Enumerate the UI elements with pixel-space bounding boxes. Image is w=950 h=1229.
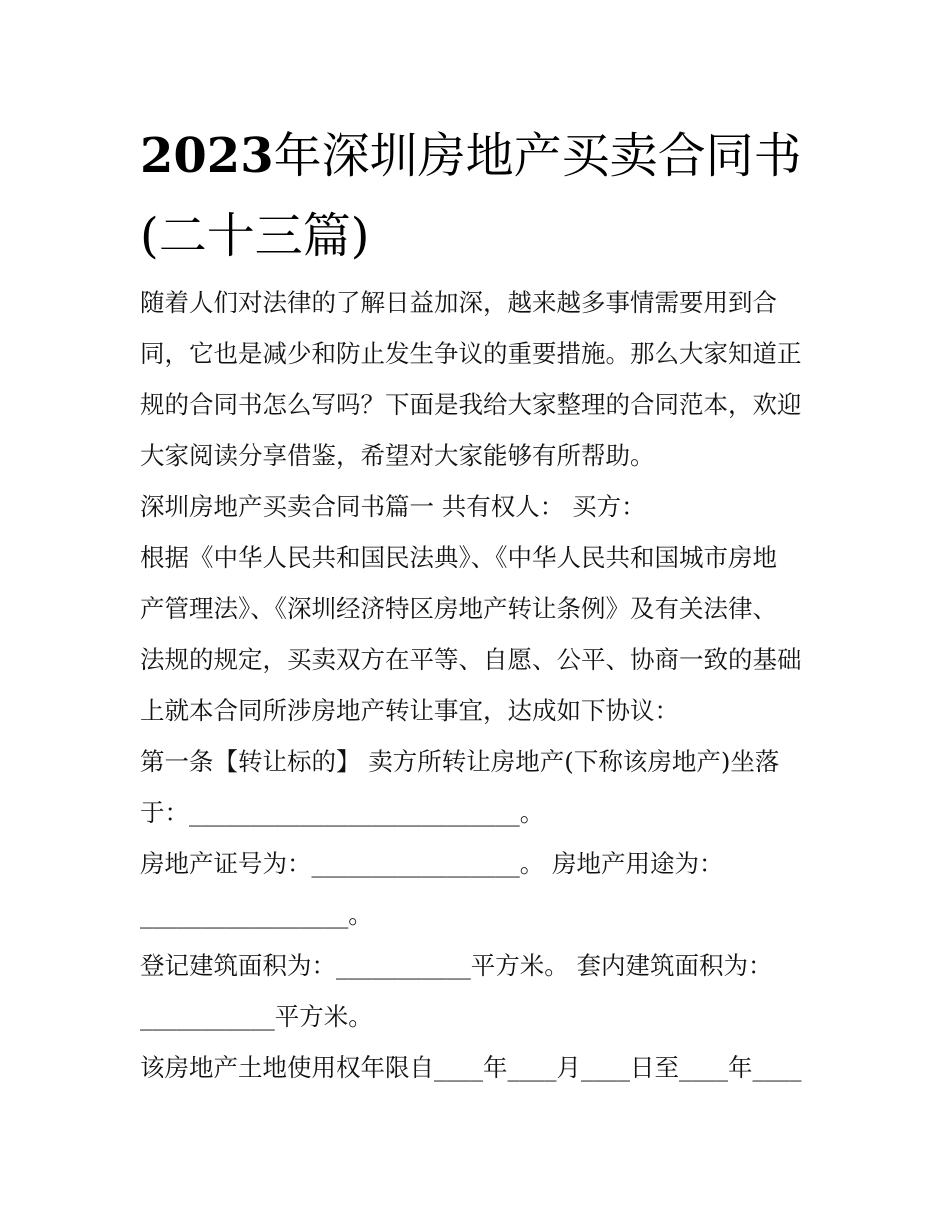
title-line-1-text: 年深圳房地产买卖合同书 [273,128,802,184]
blank-field-line: 于：___________________________。 [140,798,545,827]
text-line: 同，它也是减少和防止发生争议的重要措施。那么大家知道正 [140,339,802,368]
blank-field-line: 该房地产土地使用权年限自____年____月____日至____年____ [140,1053,802,1082]
section-heading-line: 深圳房地产买卖合同书篇一 共有权人： 买方： [140,492,646,521]
document-title [140,116,840,276]
title-line-1 [140,116,840,196]
text-line: 产管理法》、《深圳经济特区房地产转让条例》及有关法律、 [140,594,777,623]
text-line: 大家阅读分享借鉴，希望对大家能够有所帮助。 [140,441,655,470]
text-line: 规的合同书怎么写吗？下面是我给大家整理的合同范本，欢迎 [140,390,802,419]
title-line-2: (二十三篇) [140,208,370,264]
blank-field-line: ___________平方米。 [140,1002,373,1031]
blank-field-line: 登记建筑面积为：___________平方米。 套内建筑面积为： [140,951,773,980]
document-body [140,277,830,1093]
title-year: 2023 [140,128,274,184]
blank-field-line: 房地产证号为：_________________。 房地产用途为： [140,849,724,878]
text-line: 法规的规定，买卖双方在平等、自愿、公平、协商一致的基础 [140,645,802,674]
text-line: 根据《中华人民共和国民法典》、《中华人民共和国城市房地 [140,543,777,572]
blank-field-line: _________________。 [140,900,373,929]
text-line: 随着人们对法律的了解日益加深，越来越多事情需要用到合 [140,288,777,317]
text-line: 上就本合同所涉房地产转让事宜，达成如下协议： [140,696,679,725]
clause-line: 第一条【转让标的】 卖方所转让房地产(下称该房地产)坐落 [140,747,780,776]
